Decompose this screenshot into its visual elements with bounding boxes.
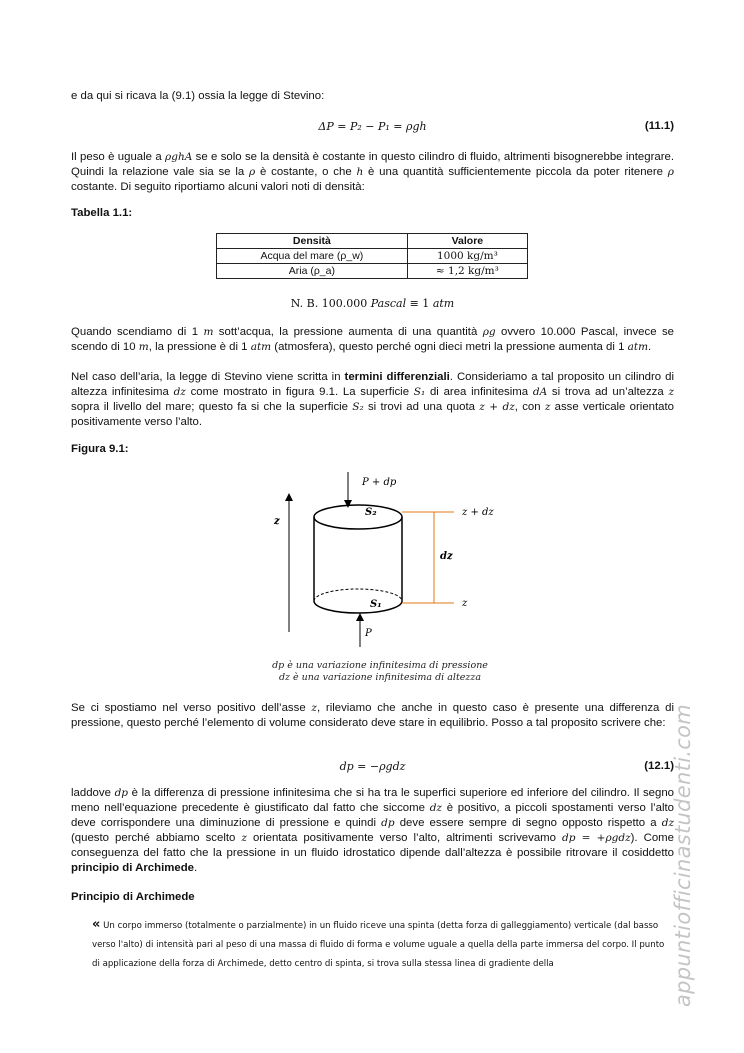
table-label: Tabella 1.1: xyxy=(71,207,133,219)
figure-caption-line: dp è una variazione infinitesima di pressione xyxy=(272,660,488,671)
cylinder-bottom-back xyxy=(314,589,402,601)
top-level-label: z + dz xyxy=(462,507,494,518)
bottom-surface-label: S₁ xyxy=(370,599,382,610)
figure-caption-line: dz è una variazione infinitesima di altezza xyxy=(278,672,482,683)
bottom-force-label: P xyxy=(365,628,372,639)
equation-stevino xyxy=(71,119,674,135)
equation-number: (12.1) xyxy=(644,760,674,772)
table-header-cell: Valore xyxy=(407,234,527,249)
density-table xyxy=(216,233,528,279)
table-header-row xyxy=(217,234,528,249)
z-axis-label: z xyxy=(274,516,280,527)
intro-line: e da qui si ricava la (9.1) ossia la legge di Stevino: xyxy=(71,90,325,102)
nota-bene: N. B. 100.000 Pascal ≡ 1 atm xyxy=(290,297,455,310)
table-row xyxy=(217,249,528,264)
paragraph-pressure-depth: Quando scendiamo di 1 m sott’acqua, la pressione aumenta di una quantità ρg ovvero 10.000 Pascal, invece se scendo di 10 m, la pressione è di 1 atm (atmosfera), questo perché ogni dieci metri la pressione aumenta di 1 atm. xyxy=(71,326,674,353)
quote-text: Un corpo immerso (totalmente o parzialmente) in un fluido riceve una spinta (detta forza di galleggiamento) verticale (dal basso verso l'alto) di intensità pari al peso di una massa di fluido di forma e volume uguale a quella della parte immersa del corpo. Il punto di applicazione della forza di Archimede, detto centro di spinta, si trova sulla stessa linea di gradiente della xyxy=(92,921,665,969)
table-row xyxy=(217,264,528,279)
table-cell: Aria (ρ_a) xyxy=(217,264,408,279)
bottom-level-label: z xyxy=(462,598,468,609)
cylinder-diagram xyxy=(262,467,512,657)
section-title: Principio di Archimede xyxy=(71,891,195,903)
figure-label: Figura 9.1: xyxy=(71,443,129,455)
archimedes-quote xyxy=(92,915,670,974)
paragraph-equilibrium: Se ci spostiamo nel verso positivo dell’asse z, rileviamo che anche in questo caso è presente una differenza di pressione, questo perché l’elemento di volume considerato deve stare in equilibrio. Posso a tal proposito scrivere che: xyxy=(71,702,674,729)
table-cell: 1000 kg/m³ xyxy=(407,249,527,264)
top-surface-label: S₂ xyxy=(365,507,377,518)
table-cell: ≈ 1,2 kg/m³ xyxy=(407,264,527,279)
paragraph-explanation: laddove dp è la differenza di pressione infinitesima che si ha tra le superfici superiore ed inferiore del cilindro. Il segno meno nell’equazione precedente è giustificato dal fatto che siccome dz è positivo, a piccoli spostamenti verso l’alto deve corrispondere una diminuzione di pressione e quindi dp deve essere sempre di segno opposto rispetto a dz (questo perché abbiamo scelto z orientata positivamente verso l’alto, altrimenti scrivevamo dp = +ρgdz). Come conseguenza del fatto che la pressione in un fluido idrostatico dipende dall’altezza è possibile ritrovare il cosiddetto principio di Archimede. xyxy=(71,787,674,874)
cylinder-top-ellipse xyxy=(314,505,402,529)
equation-number: (11.1) xyxy=(644,120,674,132)
paragraph-differential: Nel caso dell’aria, la legge di Stevino viene scritta in termini differenziali. Consideriamo a tal proposito un cilindro di altezza infinitesima dz come mostrato in figura 9.1. La superficie S₁ di area infinitesima dA si trova ad un’altezza z sopra il livello del mare; questo fa si che la superficie S₂ si trovi ad una quota z + dz, con z asse verticale orientato positivamente verso l’alto. xyxy=(71,371,674,428)
table-header-cell: Densità xyxy=(217,234,408,249)
cylinder-bottom-front xyxy=(314,601,402,613)
height-label: dz xyxy=(440,551,453,562)
paragraph-density: Il peso è uguale a ρghA se e solo se la densità è costante in questo cilindro di fluido, altrimenti bisognerebbe integrare. Quindi la relazione vale sia se la ρ è costante, o che h è una quantità sufficientemente piccola da poter ritenere ρ costante. Di seguito riportiamo alcuni valori noti di densità: xyxy=(71,151,674,193)
equation-differential xyxy=(71,759,674,775)
top-force-label: P + dp xyxy=(362,477,397,488)
quote-mark: « xyxy=(92,917,101,932)
equation-expression: dp = −ρgdz xyxy=(339,760,406,773)
equation-expression: ΔP = P₂ − P₁ = ρgh xyxy=(318,120,427,133)
watermark: appuntiofficinastudenti.com xyxy=(671,704,695,1007)
figure-caption xyxy=(240,660,520,684)
table-cell: Acqua del mare (ρ_w) xyxy=(217,249,408,264)
